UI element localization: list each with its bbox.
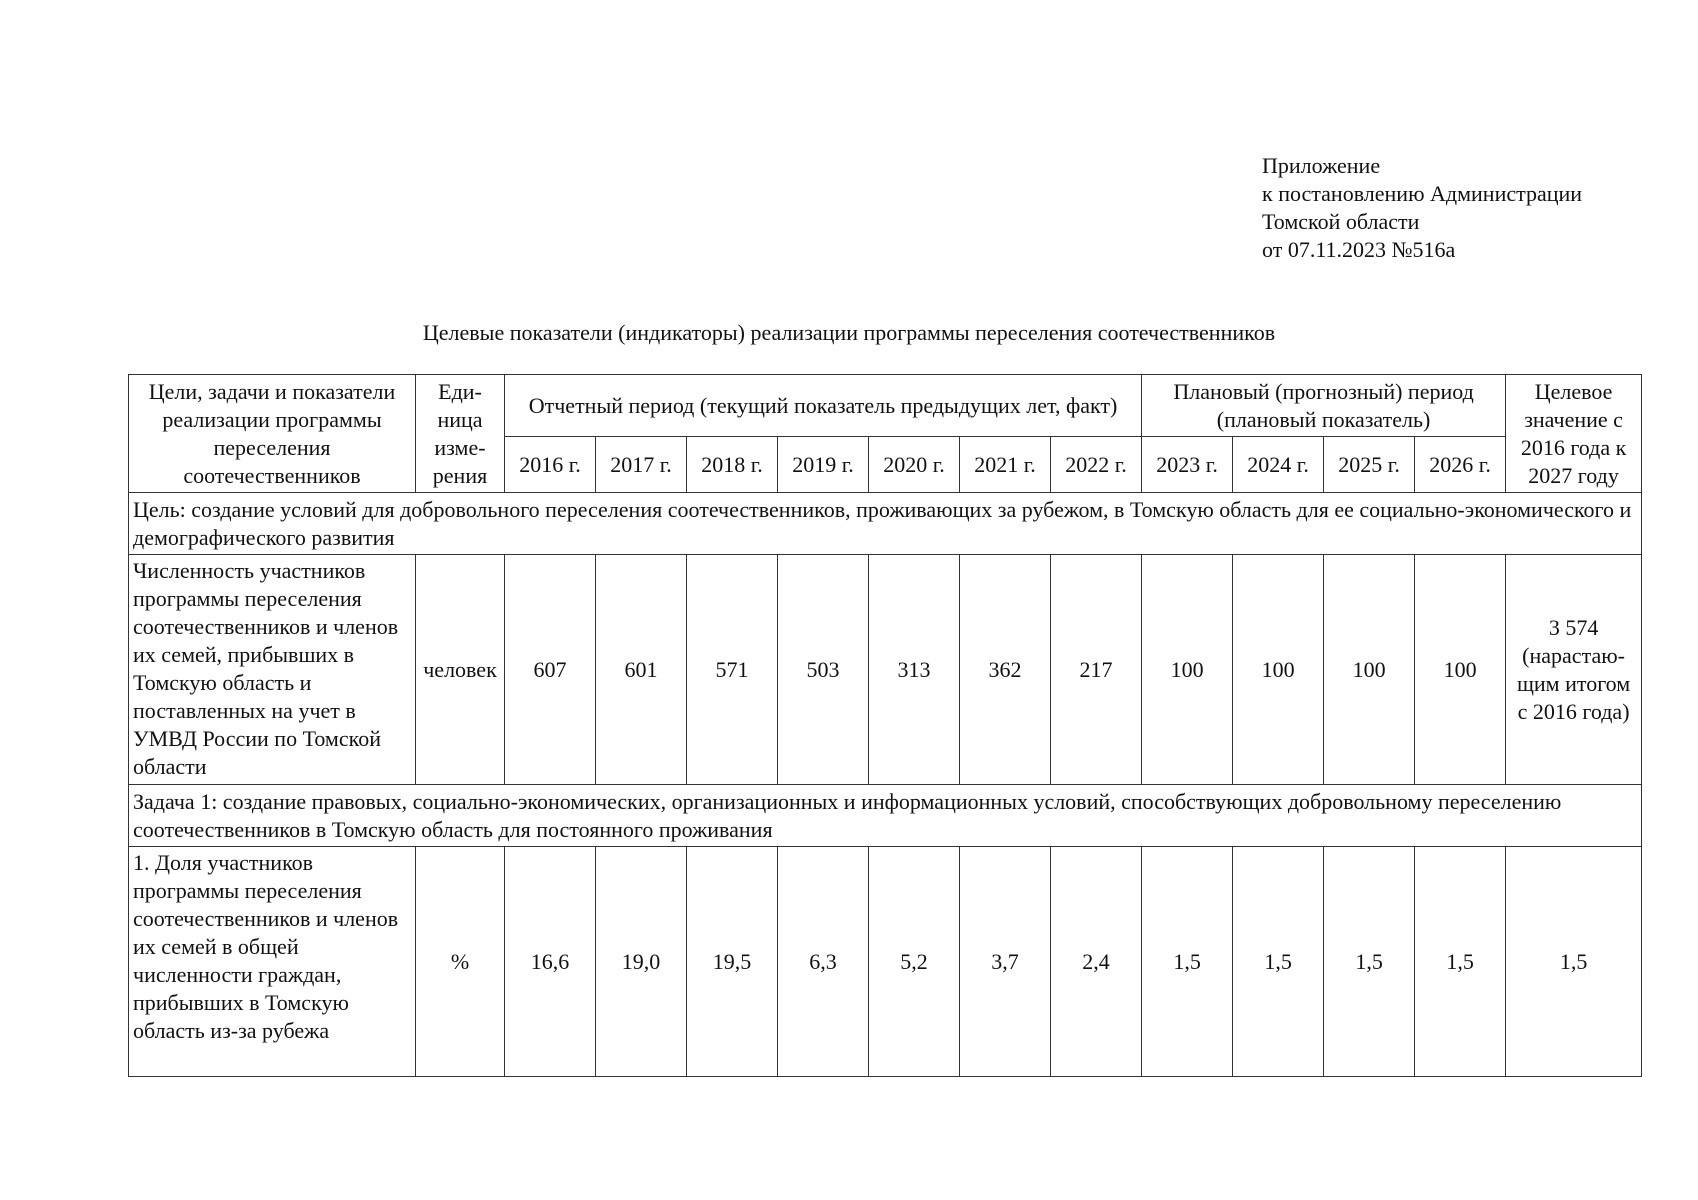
header-row (129, 375, 1642, 437)
header-goals: Цели, задачи и показатели реализации программы переселения соотечественников (129, 375, 416, 493)
goal-text: Цель: создание условий для добровольного переселения соотечественников, проживающих за рубежом, в Томскую область для ее социально-экономического и демографического развития (129, 493, 1642, 555)
year-header: 2023 г. (1142, 437, 1233, 493)
value-cell: 217 (1051, 555, 1142, 785)
target-cell: 3 574 (нарастаю-щим итогом с 2016 года) (1506, 555, 1642, 785)
value-cell: 362 (960, 555, 1051, 785)
year-header: 2020 г. (869, 437, 960, 493)
value-cell: 19,5 (687, 847, 778, 1077)
table-row (129, 555, 1642, 785)
year-header: 2017 г. (596, 437, 687, 493)
value-cell: 1,5 (1415, 847, 1506, 1077)
table-row (129, 847, 1642, 1077)
year-header: 2021 г. (960, 437, 1051, 493)
year-header: 2022 г. (1051, 437, 1142, 493)
value-cell: 5,2 (869, 847, 960, 1077)
appendix-line: Томской области (1262, 209, 1420, 234)
target-cell: 1,5 (1506, 847, 1642, 1077)
value-cell: 1,5 (1142, 847, 1233, 1077)
appendix-block (1262, 152, 1582, 264)
header-target: Целевое значение с 2016 года к 2027 году (1506, 375, 1642, 493)
value-cell: 1,5 (1324, 847, 1415, 1077)
value-cell: 100 (1233, 555, 1324, 785)
value-cell: 100 (1415, 555, 1506, 785)
task-text: Задача 1: создание правовых, социально-экономических, организационных и информационных условий, способствующих добровольному переселению соотечественников в Томскую область для постоянного проживания (129, 785, 1642, 847)
goal-row (129, 493, 1642, 555)
year-header: 2019 г. (778, 437, 869, 493)
value-cell: 6,3 (778, 847, 869, 1077)
value-cell: 1,5 (1233, 847, 1324, 1077)
appendix-line: от 07.11.2023 №516а (1262, 237, 1456, 262)
value-cell: 607 (505, 555, 596, 785)
appendix-line: к постановлению Администрации (1262, 181, 1583, 206)
unit-cell: человек (416, 555, 505, 785)
year-header: 2026 г. (1415, 437, 1506, 493)
value-cell: 16,6 (505, 847, 596, 1077)
indicator-name: Численность участников программы переселения соотечественников и членов их семей, прибывших в Томскую область и поставленных на учет в УМВД России по Томской области (129, 555, 416, 785)
header-planned-period: Плановый (прогнозный) период (плановый показатель) (1142, 375, 1506, 437)
indicator-name: 1. Доля участников программы переселения соотечественников и членов их семей в общей численности граждан, прибывших в Томскую область из-за рубежа (129, 847, 416, 1077)
year-header: 2024 г. (1233, 437, 1324, 493)
value-cell: 571 (687, 555, 778, 785)
value-cell: 3,7 (960, 847, 1051, 1077)
indicators-table (128, 374, 1642, 1077)
year-header: 2016 г. (505, 437, 596, 493)
document-title: Целевые показатели (индикаторы) реализации программы переселения соотечественников (422, 320, 1276, 345)
unit-cell: % (416, 847, 505, 1077)
task-row (129, 785, 1642, 847)
year-header: 2018 г. (687, 437, 778, 493)
value-cell: 2,4 (1051, 847, 1142, 1077)
appendix-line: Приложение (1262, 153, 1381, 178)
value-cell: 19,0 (596, 847, 687, 1077)
value-cell: 601 (596, 555, 687, 785)
value-cell: 100 (1324, 555, 1415, 785)
value-cell: 503 (778, 555, 869, 785)
value-cell: 100 (1142, 555, 1233, 785)
year-header: 2025 г. (1324, 437, 1415, 493)
header-unit: Еди-ница изме-рения (416, 375, 505, 493)
header-reporting-period: Отчетный период (текущий показатель предыдущих лет, факт) (505, 375, 1142, 437)
value-cell: 313 (869, 555, 960, 785)
